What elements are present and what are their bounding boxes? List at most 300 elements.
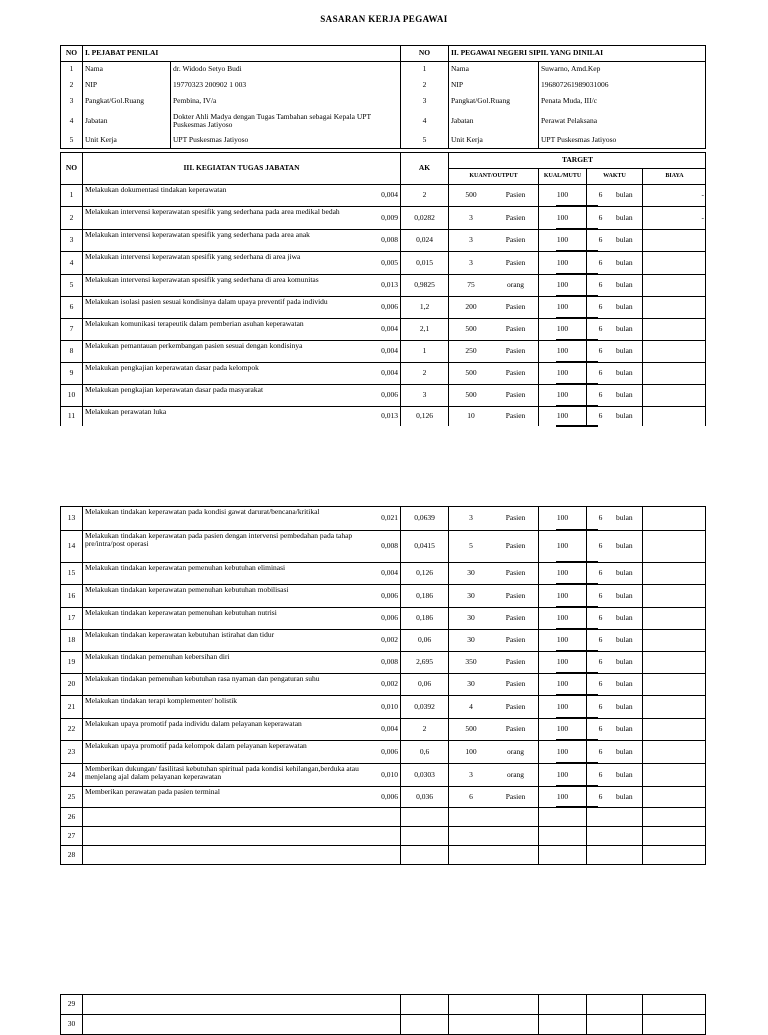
cost-value bbox=[642, 506, 706, 530]
row-number: 4 bbox=[60, 109, 82, 132]
table-row bbox=[60, 530, 706, 562]
time-unit: bulan bbox=[616, 568, 633, 578]
quality-value: 100 bbox=[538, 406, 586, 426]
quantity-value: 200 bbox=[448, 296, 493, 318]
ak-per-unit: 0,004 bbox=[381, 368, 398, 378]
row-number: 23 bbox=[60, 740, 82, 763]
field-value: UPT Puskesmas Jatiyoso bbox=[170, 132, 400, 148]
cost-value bbox=[642, 340, 706, 362]
task-description: Melakukan pemantauan perkembangan pasien sesuai dengan kondisinya bbox=[82, 340, 362, 362]
quantity-unit: Pasien bbox=[505, 368, 526, 378]
row-number: 15 bbox=[60, 562, 82, 584]
time-unit: bulan bbox=[616, 791, 633, 801]
ak-value: 3 bbox=[400, 384, 448, 406]
quantity-unit: Pasien bbox=[505, 302, 526, 312]
quality-value: 100 bbox=[538, 184, 586, 206]
time-value bbox=[586, 1014, 642, 1034]
quantity-value bbox=[448, 1014, 538, 1034]
field-value: Pembina, IV/a bbox=[170, 93, 400, 109]
table-row bbox=[60, 562, 706, 584]
row-number: 13 bbox=[60, 506, 82, 530]
ak-per-unit: 0,002 bbox=[381, 635, 398, 645]
ak-per-unit: 0,004 bbox=[381, 568, 398, 578]
quantity-value: 500 bbox=[448, 318, 493, 340]
table-row bbox=[60, 718, 706, 740]
quantity-unit: Pasien bbox=[505, 390, 526, 400]
task-description: Melakukan tindakan keperawatan pemenuhan kebutuhan eliminasi bbox=[82, 562, 362, 584]
cost-value bbox=[642, 994, 706, 1014]
row-number: 30 bbox=[60, 1014, 82, 1034]
quality-value bbox=[538, 826, 586, 845]
identity-row bbox=[60, 109, 706, 132]
table-row bbox=[60, 340, 706, 362]
field-label: NIP bbox=[82, 77, 170, 93]
quantity-value: 30 bbox=[448, 562, 493, 584]
row-number: 8 bbox=[60, 340, 82, 362]
task-table-3 bbox=[60, 994, 706, 1029]
task-description: Melakukan intervensi keperawatan spesifik yang sederhana pada area anak bbox=[82, 229, 362, 251]
task-description: Melakukan intervensi keperawatan spesifik yang sederhana di area jiwa bbox=[82, 251, 362, 274]
task-description: Melakukan upaya promotif pada individu dalam pelayanan keperawatan bbox=[82, 718, 362, 740]
time-unit: bulan bbox=[616, 746, 633, 756]
quantity-unit: orang bbox=[506, 280, 525, 290]
ak-value: 0,06 bbox=[400, 629, 448, 651]
row-number: 20 bbox=[60, 673, 82, 695]
table-row bbox=[60, 786, 706, 807]
cost-value bbox=[642, 845, 706, 864]
table-row bbox=[60, 763, 706, 786]
quantity-value: 3 bbox=[448, 229, 493, 251]
table-row bbox=[60, 384, 706, 406]
time-value: 6 bbox=[586, 718, 614, 740]
time-value: 6 bbox=[586, 340, 614, 362]
time-value: 6 bbox=[586, 651, 614, 673]
row-number: 4 bbox=[400, 109, 448, 132]
cost-value bbox=[642, 740, 706, 763]
time-unit: bulan bbox=[616, 590, 633, 600]
col-ak-header: AK bbox=[400, 152, 448, 184]
time-unit: bulan bbox=[616, 324, 633, 334]
row-number: 7 bbox=[60, 318, 82, 340]
table-row bbox=[60, 584, 706, 607]
time-unit: bulan bbox=[616, 346, 633, 356]
field-value: Dokter Ahli Madya dengan Tugas Tambahan sebagai Kepala UPT Puskesmas Jatiyoso bbox=[170, 109, 400, 132]
ak-per-unit: 0,013 bbox=[381, 280, 398, 290]
row-number: 2 bbox=[60, 206, 82, 229]
cost-value: - bbox=[642, 206, 706, 229]
quality-value bbox=[538, 994, 586, 1014]
time-value: 6 bbox=[586, 584, 614, 607]
page-title: SASARAN KERJA PEGAWAI bbox=[320, 14, 448, 24]
row-number: 5 bbox=[60, 274, 82, 296]
time-unit: bulan bbox=[616, 513, 633, 523]
row-number: 25 bbox=[60, 786, 82, 807]
row-number: 16 bbox=[60, 584, 82, 607]
ak-value: 1,2 bbox=[400, 296, 448, 318]
quantity-value: 100 bbox=[448, 740, 493, 763]
quality-value: 100 bbox=[538, 251, 586, 274]
quantity-value bbox=[448, 807, 538, 826]
quantity-unit: Pasien bbox=[505, 212, 526, 222]
ak-per-unit: 0,021 bbox=[381, 513, 398, 523]
cost-value bbox=[642, 318, 706, 340]
table-row bbox=[60, 296, 706, 318]
time-value: 6 bbox=[586, 206, 614, 229]
quantity-value: 3 bbox=[448, 206, 493, 229]
quantity-value: 500 bbox=[448, 184, 493, 206]
quantity-unit: Pasien bbox=[505, 701, 526, 711]
time-unit: bulan bbox=[616, 190, 633, 200]
task-description bbox=[82, 845, 400, 864]
ak-value: 0,126 bbox=[400, 562, 448, 584]
time-value bbox=[586, 994, 642, 1014]
table-row bbox=[60, 184, 706, 206]
quality-value: 100 bbox=[538, 673, 586, 695]
quantity-unit: Pasien bbox=[505, 541, 526, 551]
cost-value bbox=[642, 629, 706, 651]
field-label: Unit Kerja bbox=[448, 132, 538, 148]
ak-per-unit: 0,005 bbox=[381, 257, 398, 267]
table-row bbox=[60, 506, 706, 530]
time-unit: bulan bbox=[616, 613, 633, 623]
time-unit: bulan bbox=[616, 541, 633, 551]
section-3-title: III. KEGIATAN TUGAS JABATAN bbox=[82, 152, 400, 184]
quantity-value: 5 bbox=[448, 530, 493, 562]
quantity-unit: Pasien bbox=[505, 346, 526, 356]
time-value: 6 bbox=[586, 184, 614, 206]
table-row bbox=[60, 607, 706, 629]
row-number: 17 bbox=[60, 607, 82, 629]
field-label: NIP bbox=[448, 77, 538, 93]
ak-value: 2,695 bbox=[400, 651, 448, 673]
task-description: Melakukan komunikasi terapeutik dalam pemberian asuhan keperawatan bbox=[82, 318, 362, 340]
quantity-unit: Pasien bbox=[505, 513, 526, 523]
col-no-header: NO bbox=[60, 152, 82, 184]
quantity-value: 30 bbox=[448, 629, 493, 651]
task-description: Melakukan tindakan keperawatan pemenuhan kebutuhan nutrisi bbox=[82, 607, 362, 629]
field-value: Perawat Pelaksana bbox=[538, 109, 706, 132]
col-no-header-2: NO bbox=[400, 45, 448, 61]
time-unit: bulan bbox=[616, 235, 633, 245]
col-kual-header: KUAL/MUTU bbox=[538, 168, 586, 184]
quantity-value: 30 bbox=[448, 673, 493, 695]
ak-value: 0,024 bbox=[400, 229, 448, 251]
row-number: 5 bbox=[400, 132, 448, 148]
quantity-value bbox=[448, 994, 538, 1014]
ak-per-unit: 0,006 bbox=[381, 791, 398, 801]
time-value bbox=[586, 807, 642, 826]
col-target-header: TARGET bbox=[448, 152, 706, 168]
cost-value bbox=[642, 826, 706, 845]
col-biaya-header: BIAYA bbox=[642, 168, 706, 184]
ak-per-unit: 0,010 bbox=[381, 701, 398, 711]
row-number: 3 bbox=[400, 93, 448, 109]
field-label: Jabatan bbox=[448, 109, 538, 132]
time-value: 6 bbox=[586, 763, 614, 786]
field-label: Pangkat/Gol.Ruang bbox=[82, 93, 170, 109]
task-description: Melakukan tindakan terapi komplementer/ holistik bbox=[82, 695, 362, 718]
quality-value: 100 bbox=[538, 340, 586, 362]
time-unit: bulan bbox=[616, 302, 633, 312]
cost-value bbox=[642, 229, 706, 251]
ak-value: 0,06 bbox=[400, 673, 448, 695]
ak-value: 0,036 bbox=[400, 786, 448, 807]
cost-value bbox=[642, 362, 706, 384]
table-row bbox=[60, 845, 706, 864]
time-unit: bulan bbox=[616, 635, 633, 645]
task-description: Memberikan dukungan/ fasilitasi kebutuhan spiritual pada kondisi kehilangan,berduka atau menjelang ajal dalam pelayanan keperawatan bbox=[82, 763, 362, 786]
quantity-value bbox=[448, 826, 538, 845]
ak-per-unit: 0,002 bbox=[381, 679, 398, 689]
table-row bbox=[60, 229, 706, 251]
quantity-value: 500 bbox=[448, 718, 493, 740]
quantity-unit: Pasien bbox=[505, 791, 526, 801]
field-label: Unit Kerja bbox=[82, 132, 170, 148]
ak-per-unit: 0,006 bbox=[381, 590, 398, 600]
quantity-value: 6 bbox=[448, 786, 493, 807]
quantity-value: 500 bbox=[448, 362, 493, 384]
row-number: 10 bbox=[60, 384, 82, 406]
quantity-value: 4 bbox=[448, 695, 493, 718]
ak-value: 0,186 bbox=[400, 607, 448, 629]
cost-value bbox=[642, 251, 706, 274]
task-table-2 bbox=[60, 506, 706, 864]
task-description: Melakukan tindakan pemenuhan kebutuhan rasa nyaman dan pengaturan suhu bbox=[82, 673, 362, 695]
field-label: Pangkat/Gol.Ruang bbox=[448, 93, 538, 109]
task-description: Melakukan pengkajian keperawatan dasar pada kelompok bbox=[82, 362, 362, 384]
quality-value: 100 bbox=[538, 763, 586, 786]
table-row bbox=[60, 251, 706, 274]
quality-value: 100 bbox=[538, 274, 586, 296]
table-row bbox=[60, 206, 706, 229]
table-row bbox=[60, 1014, 706, 1034]
quantity-unit: Pasien bbox=[505, 724, 526, 734]
time-value: 6 bbox=[586, 673, 614, 695]
quantity-unit: Pasien bbox=[505, 635, 526, 645]
table-row bbox=[60, 740, 706, 763]
quality-value: 100 bbox=[538, 607, 586, 629]
quality-value: 100 bbox=[538, 530, 586, 562]
task-description: Melakukan upaya promotif pada kelompok dalam pelayanan keperawatan bbox=[82, 740, 362, 763]
ak-per-unit: 0,006 bbox=[381, 302, 398, 312]
row-number: 27 bbox=[60, 826, 82, 845]
row-number: 5 bbox=[60, 132, 82, 148]
ak-value: 0,126 bbox=[400, 406, 448, 426]
time-value: 6 bbox=[586, 384, 614, 406]
time-value: 6 bbox=[586, 740, 614, 763]
table-row bbox=[60, 826, 706, 845]
time-unit: bulan bbox=[616, 257, 633, 267]
quality-value: 100 bbox=[538, 695, 586, 718]
ak-per-unit: 0,004 bbox=[381, 346, 398, 356]
table-row bbox=[60, 406, 706, 426]
quantity-unit: Pasien bbox=[505, 679, 526, 689]
field-label: Nama bbox=[448, 61, 538, 77]
quantity-value: 30 bbox=[448, 607, 493, 629]
section-1-title: I. PEJABAT PENILAI bbox=[82, 45, 400, 61]
task-description: Melakukan intervensi keperawatan spesifik yang sederhana di area komunitas bbox=[82, 274, 362, 296]
row-number: 6 bbox=[60, 296, 82, 318]
ak-per-unit: 0,013 bbox=[381, 411, 398, 421]
ak-value: 2 bbox=[400, 362, 448, 384]
cost-value bbox=[642, 673, 706, 695]
table-row bbox=[60, 807, 706, 826]
identity-row bbox=[60, 93, 706, 109]
time-value bbox=[586, 826, 642, 845]
quality-value: 100 bbox=[538, 629, 586, 651]
task-description bbox=[82, 994, 400, 1014]
time-value: 6 bbox=[586, 530, 614, 562]
cost-value bbox=[642, 607, 706, 629]
identity-row bbox=[60, 61, 706, 77]
quality-value: 100 bbox=[538, 229, 586, 251]
time-unit: bulan bbox=[616, 679, 633, 689]
time-value: 6 bbox=[586, 786, 614, 807]
time-unit: bulan bbox=[616, 280, 633, 290]
row-number: 11 bbox=[60, 406, 82, 426]
identity-table bbox=[60, 45, 706, 152]
task-description: Melakukan dokumentasi tindakan keperawatan bbox=[82, 184, 362, 206]
time-unit: bulan bbox=[616, 212, 633, 222]
cost-value bbox=[642, 530, 706, 562]
section-2-title: II. PEGAWAI NEGERI SIPIL YANG DINILAI bbox=[448, 45, 706, 61]
ak-value bbox=[400, 826, 448, 845]
table-row bbox=[60, 673, 706, 695]
cost-value bbox=[642, 718, 706, 740]
task-description bbox=[82, 1014, 400, 1034]
cost-value: - bbox=[642, 184, 706, 206]
quantity-value: 500 bbox=[448, 384, 493, 406]
row-number: 26 bbox=[60, 807, 82, 826]
time-unit: bulan bbox=[616, 390, 633, 400]
time-value bbox=[586, 845, 642, 864]
quantity-unit: orang bbox=[506, 746, 525, 756]
col-waktu-header: WAKTU bbox=[586, 168, 642, 184]
row-number: 29 bbox=[60, 994, 82, 1014]
quality-value: 100 bbox=[538, 584, 586, 607]
identity-header-row bbox=[60, 45, 706, 61]
quantity-value: 75 bbox=[448, 274, 493, 296]
quantity-value: 350 bbox=[448, 651, 493, 673]
table-row bbox=[60, 362, 706, 384]
cost-value bbox=[642, 274, 706, 296]
quality-value: 100 bbox=[538, 206, 586, 229]
ak-value: 0,6 bbox=[400, 740, 448, 763]
quantity-value: 250 bbox=[448, 340, 493, 362]
task-description bbox=[82, 826, 400, 845]
field-value: 19770323 200902 1 003 bbox=[170, 77, 400, 93]
row-number: 9 bbox=[60, 362, 82, 384]
quantity-value bbox=[448, 845, 538, 864]
time-value: 6 bbox=[586, 695, 614, 718]
row-number: 1 bbox=[60, 184, 82, 206]
ak-value: 0,0282 bbox=[400, 206, 448, 229]
field-label: Nama bbox=[82, 61, 170, 77]
cost-value bbox=[642, 807, 706, 826]
time-value: 6 bbox=[586, 318, 614, 340]
row-number: 21 bbox=[60, 695, 82, 718]
task-description: Melakukan tindakan keperawatan kebutuhan istirahat dan tidur bbox=[82, 629, 362, 651]
cost-value bbox=[642, 584, 706, 607]
row-number: 24 bbox=[60, 763, 82, 786]
time-unit: bulan bbox=[616, 701, 633, 711]
quantity-unit: Pasien bbox=[505, 257, 526, 267]
task-table-1 bbox=[60, 152, 706, 430]
ak-value bbox=[400, 994, 448, 1014]
ak-per-unit: 0,004 bbox=[381, 190, 398, 200]
quality-value bbox=[538, 845, 586, 864]
table-row bbox=[60, 274, 706, 296]
time-unit: bulan bbox=[616, 368, 633, 378]
quantity-unit: orang bbox=[506, 769, 525, 779]
col-no-header: NO bbox=[60, 45, 82, 61]
quality-value: 100 bbox=[538, 318, 586, 340]
table-row bbox=[60, 318, 706, 340]
field-value: 196807261989031006 bbox=[538, 77, 706, 93]
cost-value bbox=[642, 562, 706, 584]
time-value: 6 bbox=[586, 506, 614, 530]
cost-value bbox=[642, 296, 706, 318]
time-unit: bulan bbox=[616, 769, 633, 779]
cost-value bbox=[642, 406, 706, 426]
cost-value bbox=[642, 786, 706, 807]
task-description: Melakukan tindakan keperawatan pada pasien dengan intervensi pembedahan pada tahap pre/intra/post operasi bbox=[82, 530, 362, 562]
quality-value: 100 bbox=[538, 562, 586, 584]
ak-per-unit: 0,008 bbox=[381, 235, 398, 245]
quality-value: 100 bbox=[538, 384, 586, 406]
ak-per-unit: 0,006 bbox=[381, 613, 398, 623]
field-value: UPT Puskesmas Jatiyoso bbox=[538, 132, 706, 148]
cost-value bbox=[642, 1014, 706, 1034]
row-number: 4 bbox=[60, 251, 82, 274]
task-description: Memberikan perawatan pada pasien terminal bbox=[82, 786, 362, 807]
cost-value bbox=[642, 384, 706, 406]
ak-per-unit: 0,008 bbox=[381, 657, 398, 667]
quantity-value: 10 bbox=[448, 406, 493, 426]
quantity-unit: Pasien bbox=[505, 411, 526, 421]
task-description: Melakukan pengkajian keperawatan dasar pada masyarakat bbox=[82, 384, 362, 406]
quality-value: 100 bbox=[538, 718, 586, 740]
table-row bbox=[60, 695, 706, 718]
ak-value bbox=[400, 1014, 448, 1034]
task-description: Melakukan tindakan keperawatan pemenuhan kebutuhan mobilisasi bbox=[82, 584, 362, 607]
ak-value bbox=[400, 845, 448, 864]
quality-value bbox=[538, 1014, 586, 1034]
time-unit: bulan bbox=[616, 411, 633, 421]
ak-per-unit: 0,004 bbox=[381, 324, 398, 334]
quality-value: 100 bbox=[538, 362, 586, 384]
ak-value: 0,0303 bbox=[400, 763, 448, 786]
row-number: 22 bbox=[60, 718, 82, 740]
row-number: 3 bbox=[60, 229, 82, 251]
time-value: 6 bbox=[586, 562, 614, 584]
quantity-unit: Pasien bbox=[505, 568, 526, 578]
task-description bbox=[82, 807, 400, 826]
row-number: 2 bbox=[400, 77, 448, 93]
ak-per-unit: 0,004 bbox=[381, 724, 398, 734]
time-value: 6 bbox=[586, 362, 614, 384]
ak-per-unit: 0,009 bbox=[381, 212, 398, 222]
quality-value: 100 bbox=[538, 296, 586, 318]
ak-per-unit: 0,010 bbox=[381, 769, 398, 779]
col-kuant-header: KUANT/OUTPUT bbox=[448, 168, 538, 184]
task-header-row bbox=[60, 152, 706, 184]
row-number: 18 bbox=[60, 629, 82, 651]
task-description: Melakukan tindakan keperawatan pada kondisi gawat darurat/bencana/kritikal bbox=[82, 506, 362, 530]
table-row bbox=[60, 651, 706, 673]
ak-per-unit: 0,006 bbox=[381, 390, 398, 400]
field-label: Jabatan bbox=[82, 109, 170, 132]
